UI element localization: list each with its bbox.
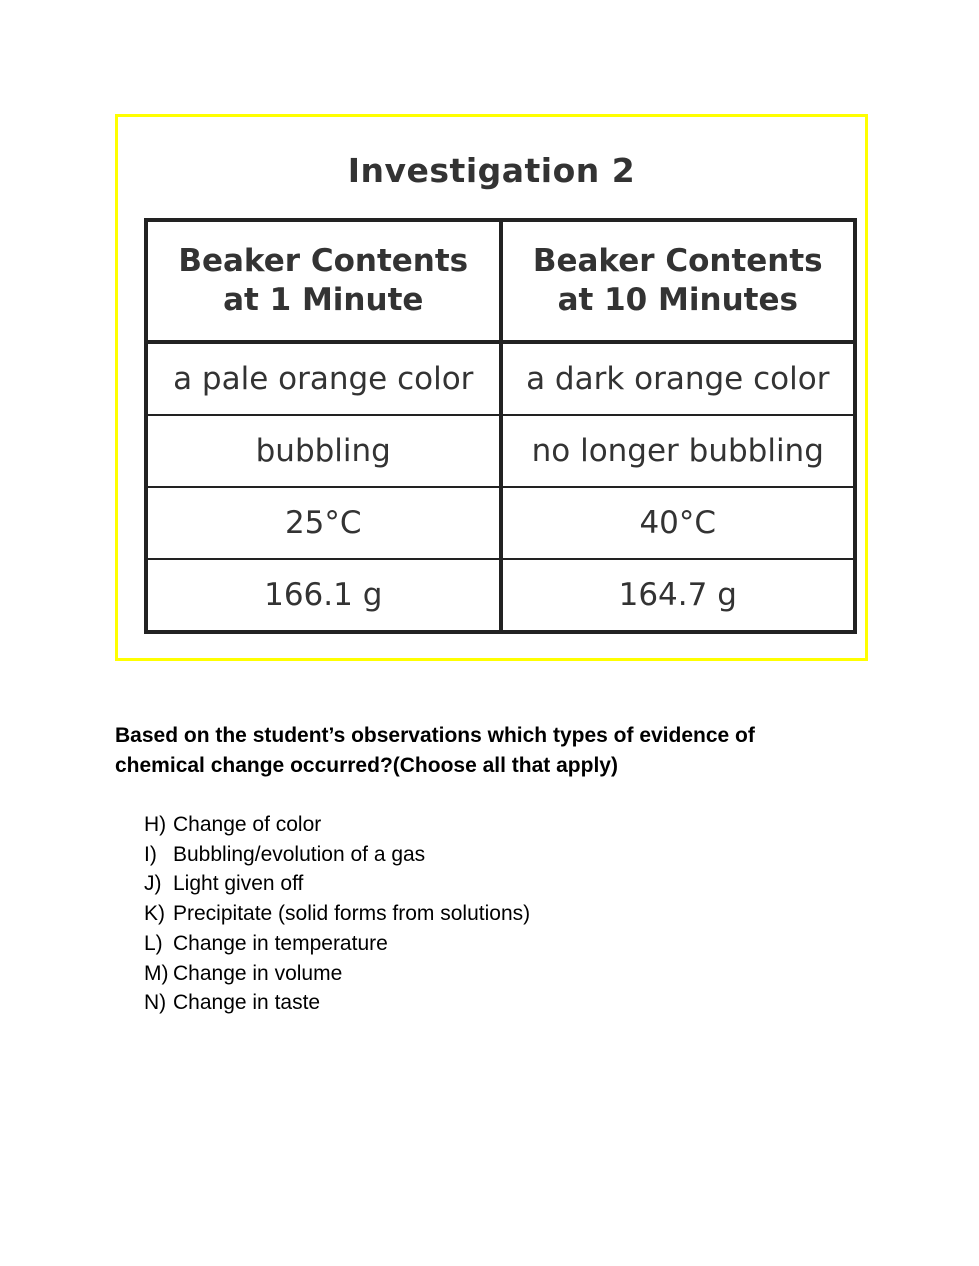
choice-letter: I): [144, 842, 157, 866]
choice-text: Change of color: [173, 813, 322, 836]
table-row: [146, 559, 855, 632]
table-row: [146, 342, 855, 415]
question-line: Based on the student’s observations which types of evidence of: [115, 724, 755, 747]
answer-choice-i[interactable]: [144, 840, 530, 870]
table-cell: 166.1 g: [146, 559, 501, 632]
table-cell: 40°C: [501, 487, 856, 559]
choice-letter: N): [144, 991, 167, 1015]
choice-text: Change in taste: [173, 991, 321, 1015]
choice-text: Change in temperature: [173, 931, 388, 955]
table-cell: 164.7 g: [501, 559, 856, 632]
choice-text: Change in volume: [173, 961, 343, 985]
investigation-figure: [115, 114, 868, 661]
choice-text: Precipitate (solid forms from solutions): [173, 902, 531, 926]
answer-choice-n[interactable]: [144, 988, 530, 1018]
header-line: at 10 Minutes: [557, 282, 798, 318]
table-cell: a pale orange color: [146, 342, 501, 415]
choice-letter: M): [144, 961, 169, 985]
table-cell: a dark orange color: [501, 342, 856, 415]
question-line: chemical change occurred?(Choose all that apply): [115, 754, 618, 777]
observations-table: [144, 218, 857, 634]
column-header-10-minutes: [501, 220, 856, 342]
table-header-row: [146, 220, 855, 342]
answer-choice-l[interactable]: [144, 929, 530, 959]
table-cell: 25°C: [146, 487, 501, 559]
table-cell: bubbling: [146, 415, 501, 487]
column-header-1-minute: [146, 220, 501, 342]
choice-letter: L): [144, 931, 163, 955]
answer-choice-m[interactable]: [144, 959, 530, 989]
answer-choice-h[interactable]: [144, 810, 530, 840]
header-line: at 1 Minute: [223, 282, 424, 318]
question-text: [115, 721, 835, 781]
answer-choice-k[interactable]: [144, 899, 530, 929]
header-line: Beaker Contents: [532, 243, 823, 279]
table-row: [146, 487, 855, 559]
choice-letter: K): [144, 902, 165, 926]
answer-choices: [144, 810, 530, 1018]
table-cell: no longer bubbling: [501, 415, 856, 487]
choice-text: Light given off: [173, 872, 304, 896]
choice-letter: H): [144, 813, 167, 836]
figure-title: Investigation 2: [347, 151, 636, 190]
choice-text: Bubbling/evolution of a gas: [173, 842, 426, 866]
answer-choice-j[interactable]: [144, 869, 530, 899]
header-line: Beaker Contents: [178, 243, 469, 279]
table-row: [146, 415, 855, 487]
choice-letter: J): [144, 872, 162, 896]
